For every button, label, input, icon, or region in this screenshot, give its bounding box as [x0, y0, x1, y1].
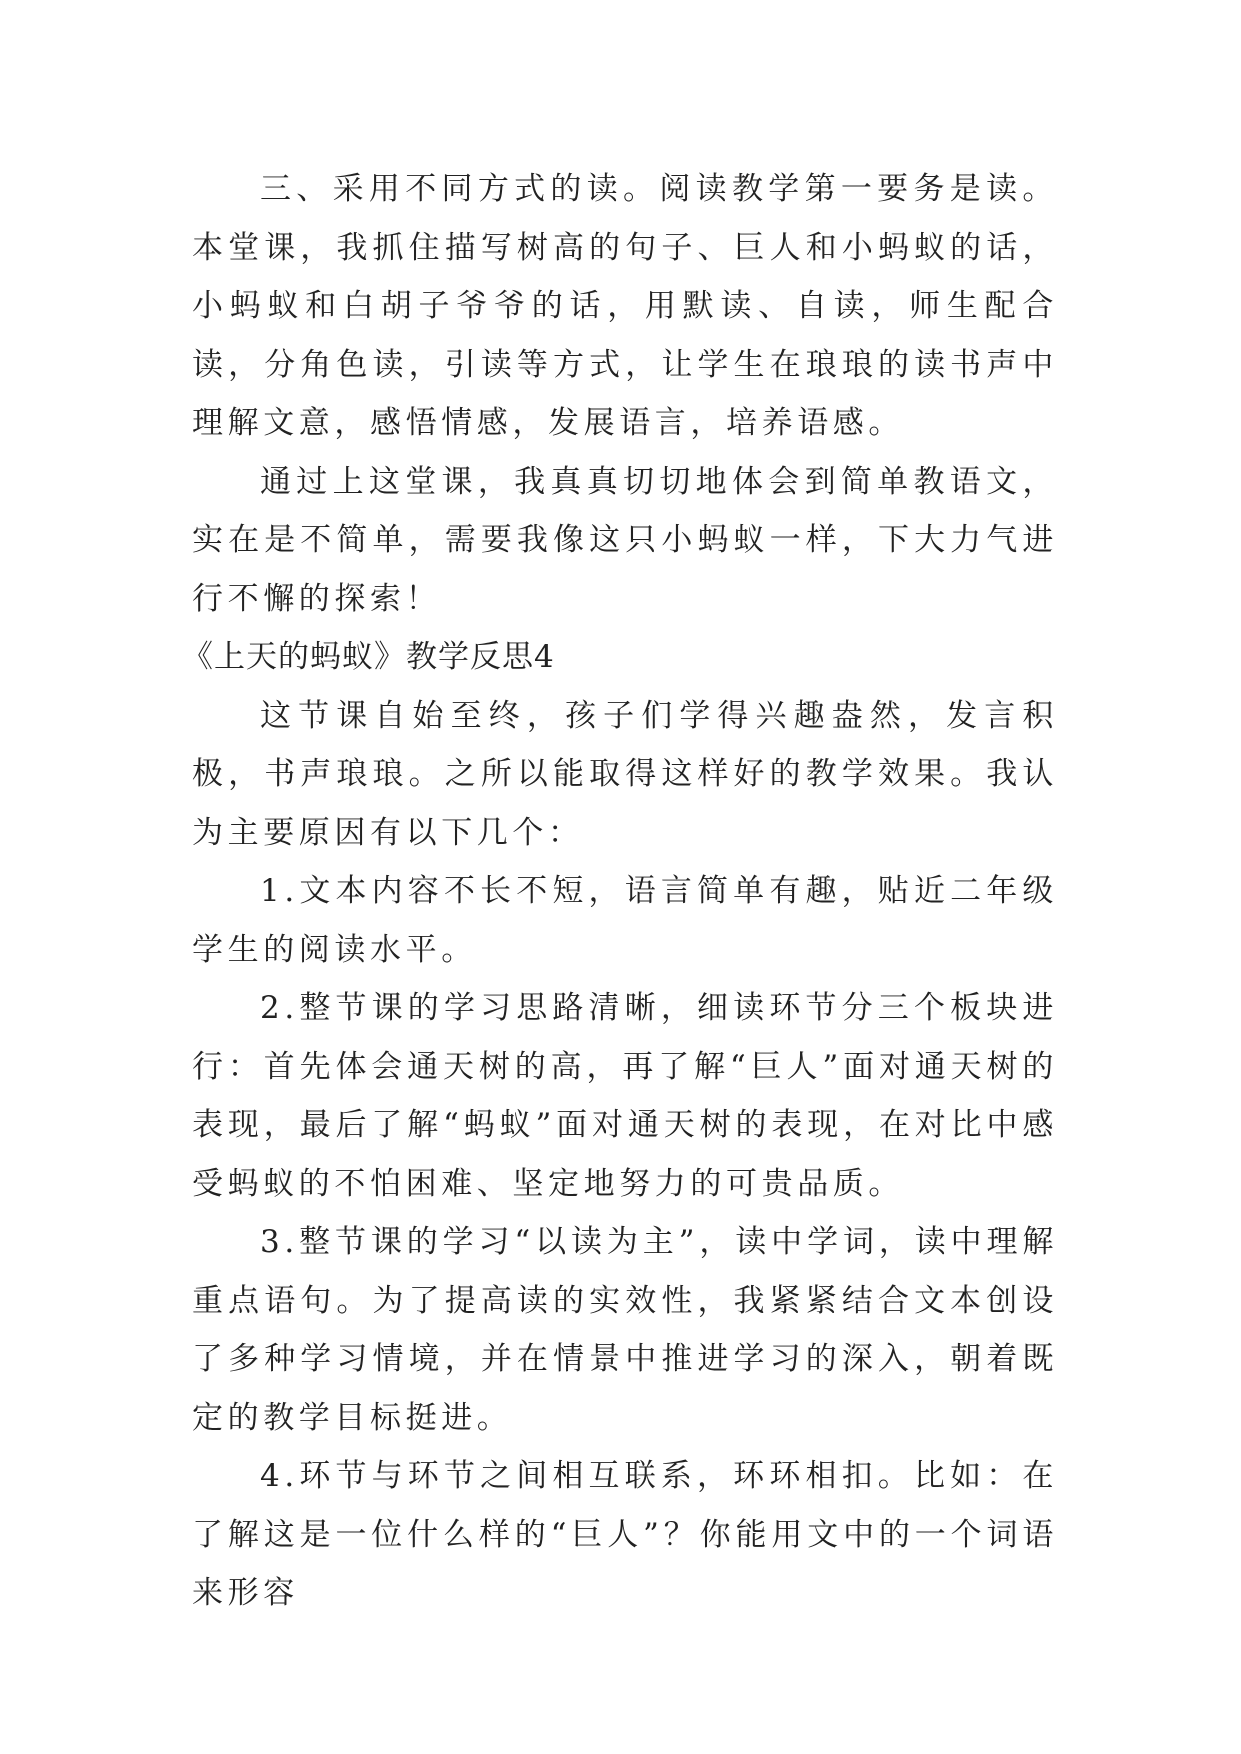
paragraph-reading-methods: 三、采用不同方式的读。阅读教学第一要务是读。本堂课，我抓住描写树高的句子、巨人和小蚂蚁的话，小蚂蚁和白胡子爷爷的话，用默读、自读，师生配合读，分角色读，引读等方式，让学生在琅琅的读书声中理解文意，感悟情感，发展语言，培养语感。 [192, 171, 1058, 441]
paragraph-point-3: 3.整节课的学习“以读为主”，读中学词，读中理解重点语句。为了提高读的实效性，我紧紧结合文本创设了多种学习情境，并在情景中推进学习的深入，朝着既定的教学目标挺进。 [192, 1224, 1058, 1436]
document-page [182, 160, 1058, 1623]
section-title: 《上天的蚂蚁》教学反思4 [182, 639, 555, 675]
paragraph-intro: 这节课自始至终，孩子们学得兴趣盎然，发言积极，书声琅琅。之所以能取得这样好的教学效果。我认为主要原因有以下几个： [192, 697, 1058, 851]
paragraph-point-4: 4.环节与环节之间相互联系，环环相扣。比如：在了解这是一位什么样的“巨人”？你能用文中的一个词语来形容 [192, 1458, 1058, 1611]
paragraph-point-1: 1.文本内容不长不短，语言简单有趣，贴近二年级学生的阅读水平。 [192, 873, 1058, 968]
paragraph-point-2: 2.整节课的学习思路清晰，细读环节分三个板块进行：首先体会通天树的高，再了解“巨人”面对通天树的表现，最后了解“蚂蚁”面对通天树的表现，在对比中感受蚂蚁的不怕困难、坚定地努力的可贵品质。 [192, 990, 1058, 1202]
paragraph-lesson-reflection: 通过上这堂课，我真真切切地体会到简单教语文，实在是不简单，需要我像这只小蚂蚁一样，下大力气进行不懈的探索！ [192, 463, 1058, 617]
